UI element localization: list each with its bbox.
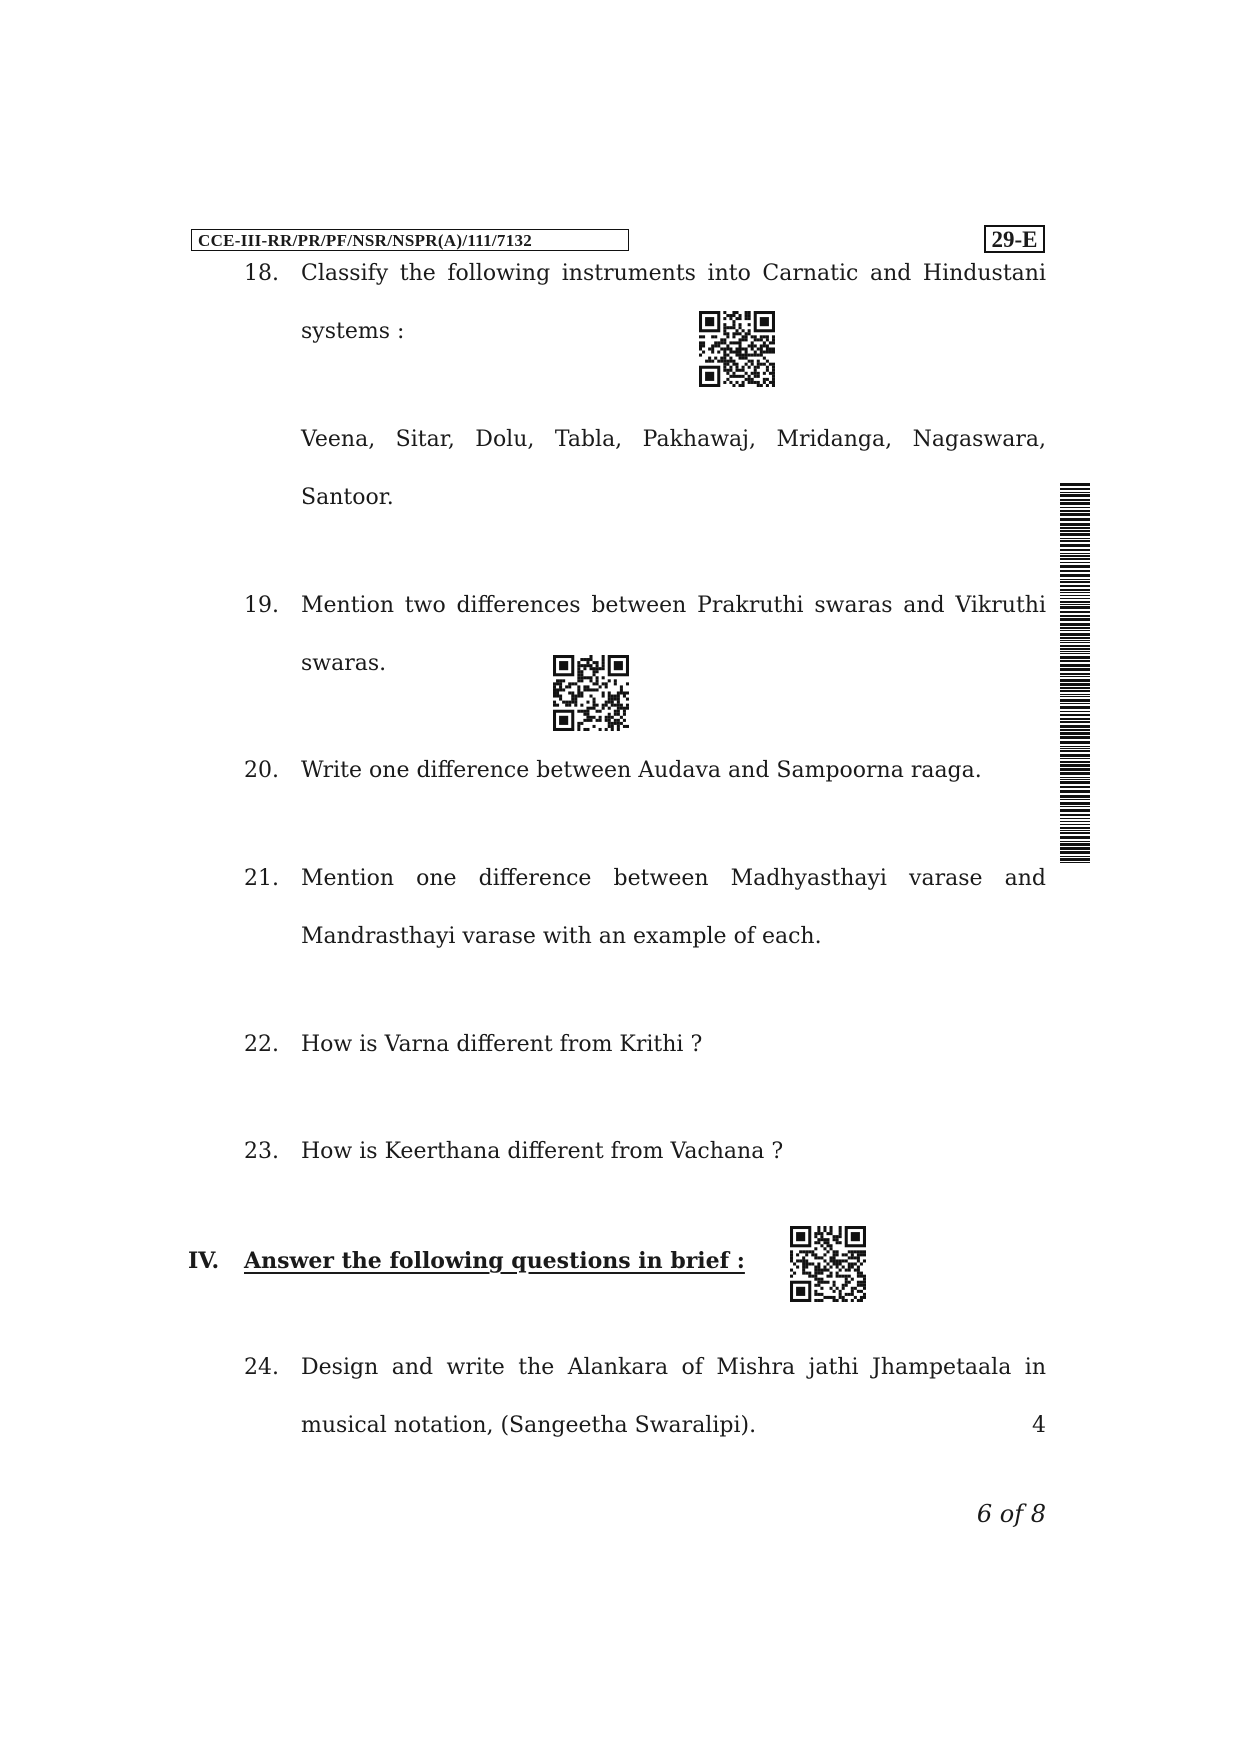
question-marks: 4	[1032, 1413, 1046, 1438]
question-number: 18.	[244, 261, 279, 286]
question-text: Write one difference between Audava and Sampoorna raaga.	[301, 758, 982, 783]
qr-code-icon	[553, 655, 629, 731]
question-text: How is Varna different from Krithi ?	[301, 1032, 703, 1057]
question-text: systems :	[301, 319, 405, 344]
question-text: How is Keerthana different from Vachana ?	[301, 1139, 784, 1164]
section-number: IV.	[188, 1248, 220, 1274]
barcode-icon	[1060, 483, 1090, 863]
question-text: Design and write the Alankara of Mishra jathi Jhampetaala in	[301, 1355, 1046, 1380]
question-number: 20.	[244, 758, 279, 783]
question-number: 22.	[244, 1032, 279, 1057]
question-number: 23.	[244, 1139, 279, 1164]
qr-code-icon	[790, 1226, 866, 1302]
question-text: Classify the following instruments into Carnatic and Hindustani	[301, 261, 1046, 286]
question-text: Veena, Sitar, Dolu, Tabla, Pakhawaj, Mridanga, Nagaswara,	[301, 427, 1046, 452]
question-number: 21.	[244, 866, 279, 891]
question-text: Santoor.	[301, 485, 394, 510]
qr-code-icon	[699, 311, 775, 387]
section-title: Answer the following questions in brief :	[244, 1248, 745, 1274]
question-number: 19.	[244, 593, 279, 618]
question-text: swaras.	[301, 651, 387, 676]
question-text: Mention one difference between Madhyasthayi varase and	[301, 866, 1046, 891]
question-number: 24.	[244, 1355, 279, 1380]
question-text: musical notation, (Sangeetha Swaralipi).	[301, 1413, 757, 1438]
question-text: Mandrasthayi varase with an example of each.	[301, 924, 822, 949]
paper-code: CCE-III-RR/PR/PF/NSR/NSPR(A)/111/7132	[191, 229, 629, 251]
question-text: Mention two differences between Prakruthi swaras and Vikruthi	[301, 593, 1046, 618]
series-code: 29-E	[984, 225, 1045, 253]
page-number: 6 of 8	[976, 1500, 1046, 1528]
